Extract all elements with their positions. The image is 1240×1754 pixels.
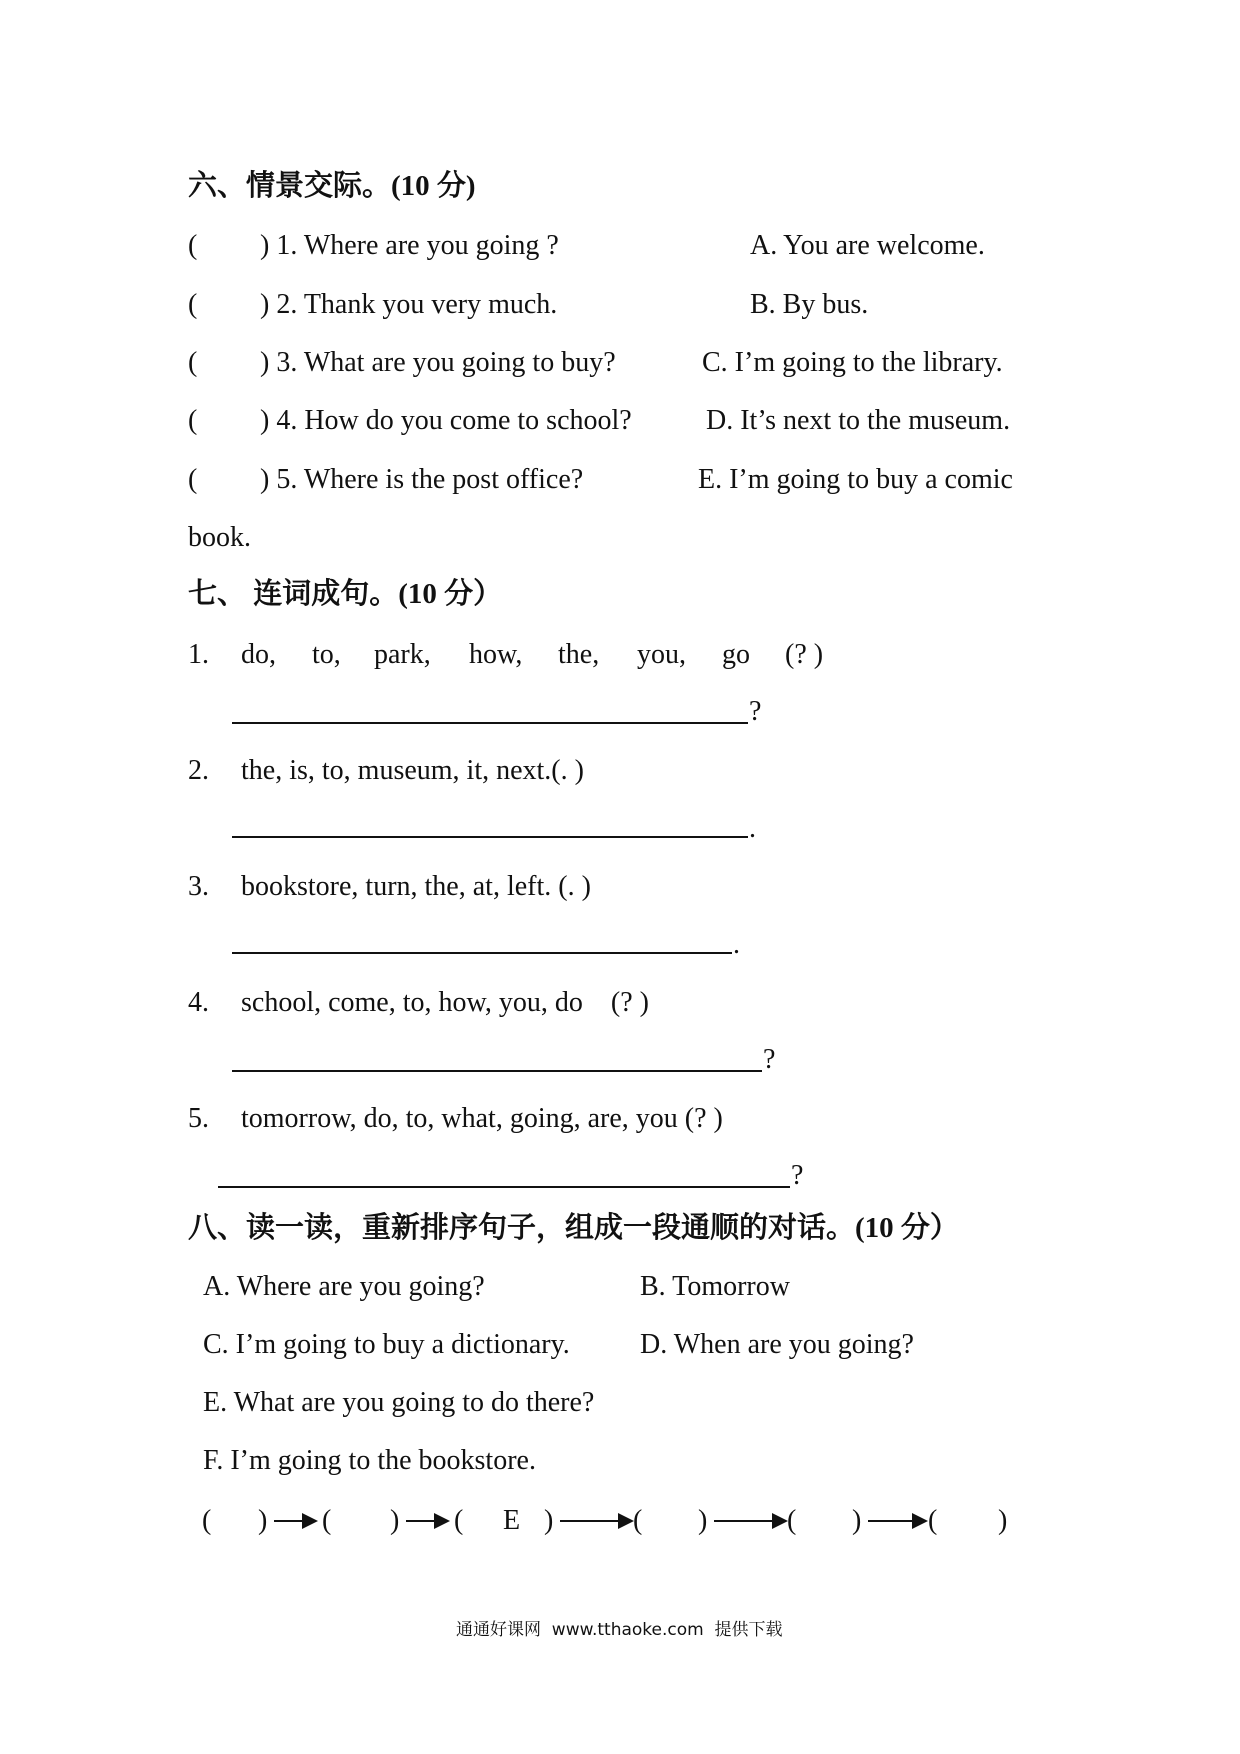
- word: how,: [469, 639, 523, 670]
- word: do,: [241, 639, 276, 670]
- section6-heading: 六、情景交际。(10 分): [188, 170, 476, 202]
- slot-close-paren: ): [258, 1505, 268, 1536]
- slot-close-paren: ): [852, 1505, 862, 1536]
- option-d: D. When are you going?: [640, 1329, 914, 1360]
- slot-close-paren: ): [698, 1505, 708, 1536]
- answer-line-5[interactable]: [218, 1186, 790, 1188]
- option-a: A. Where are you going?: [203, 1271, 485, 1302]
- end-punctuation: ?: [791, 1160, 804, 1191]
- word: the,: [558, 639, 600, 670]
- slot-open-paren: (: [928, 1505, 938, 1536]
- response-text: C. I’m going to the library.: [702, 347, 1003, 378]
- answer-line-2[interactable]: [232, 836, 748, 838]
- question-text: ) 2. Thank you very much.: [260, 289, 558, 320]
- response-text: D. It’s next to the museum.: [706, 405, 1011, 436]
- answer-line-3[interactable]: [232, 952, 732, 954]
- item-number: 1.: [188, 639, 209, 670]
- slot-open-paren: (: [322, 1505, 332, 1536]
- footer-source: 通通好课网 www.tthaoke.com 提供下载: [456, 1620, 783, 1640]
- scrambled-words: school, come, to, how, you, do (? ): [241, 987, 649, 1018]
- response-text: B. By bus.: [750, 289, 869, 320]
- slot-close-paren: ): [544, 1505, 554, 1536]
- word: you,: [637, 639, 686, 670]
- answer-bracket-open[interactable]: (: [188, 405, 198, 436]
- end-punctuation: ?: [749, 696, 762, 727]
- item-number: 4.: [188, 987, 209, 1018]
- word: to,: [312, 639, 341, 670]
- response-continuation: book.: [188, 522, 251, 553]
- scrambled-words: the, is, to, museum, it, next.(. ): [241, 755, 584, 786]
- arrow-icon: [714, 1509, 788, 1533]
- answer-bracket-open[interactable]: (: [188, 464, 198, 495]
- slot-filled-answer: E: [503, 1505, 521, 1536]
- arrow-icon: [406, 1509, 450, 1533]
- response-text: E. I’m going to buy a comic: [698, 464, 1013, 495]
- option-f: F. I’m going to the bookstore.: [203, 1445, 536, 1476]
- answer-bracket-open[interactable]: (: [188, 230, 198, 261]
- question-text: ) 4. How do you come to school?: [260, 405, 632, 436]
- item-number: 5.: [188, 1103, 209, 1134]
- slot-open-paren: (: [454, 1505, 464, 1536]
- option-e: E. What are you going to do there?: [203, 1387, 595, 1418]
- arrow-icon: [560, 1509, 634, 1533]
- answer-line-4[interactable]: [232, 1070, 762, 1072]
- question-text: ) 3. What are you going to buy?: [260, 347, 616, 378]
- question-text: ) 1. Where are you going ?: [260, 230, 559, 261]
- option-c: C. I’m going to buy a dictionary.: [203, 1329, 570, 1360]
- end-punctuation: .: [749, 813, 756, 844]
- scrambled-words: tomorrow, do, to, what, going, are, you (? ): [241, 1103, 723, 1134]
- end-punctuation: .: [733, 929, 740, 960]
- arrow-icon: [274, 1509, 318, 1533]
- item-number: 3.: [188, 871, 209, 902]
- slot-open-paren: (: [633, 1505, 643, 1536]
- slot-open-paren: (: [202, 1505, 212, 1536]
- slot-close-paren: ): [998, 1505, 1008, 1536]
- section7-heading: 七、 连词成句。(10 分）: [188, 578, 503, 610]
- slot-open-paren: (: [787, 1505, 797, 1536]
- word: go: [722, 639, 750, 670]
- section8-heading: 八、读一读，重新排序句子，组成一段通顺的对话。(10 分）: [188, 1212, 959, 1244]
- answer-bracket-open[interactable]: (: [188, 289, 198, 320]
- answer-line-1[interactable]: [232, 722, 748, 724]
- item-number: 2.: [188, 755, 209, 786]
- response-text: A. You are welcome.: [750, 230, 985, 261]
- option-b: B. Tomorrow: [640, 1271, 790, 1302]
- slot-close-paren: ): [390, 1505, 400, 1536]
- scrambled-words: bookstore, turn, the, at, left. (. ): [241, 871, 591, 902]
- answer-bracket-open[interactable]: (: [188, 347, 198, 378]
- end-punctuation: ?: [763, 1044, 776, 1075]
- word: park,: [374, 639, 431, 670]
- arrow-icon: [868, 1509, 928, 1533]
- question-text: ) 5. Where is the post office?: [260, 464, 584, 495]
- word: (? ): [785, 639, 824, 670]
